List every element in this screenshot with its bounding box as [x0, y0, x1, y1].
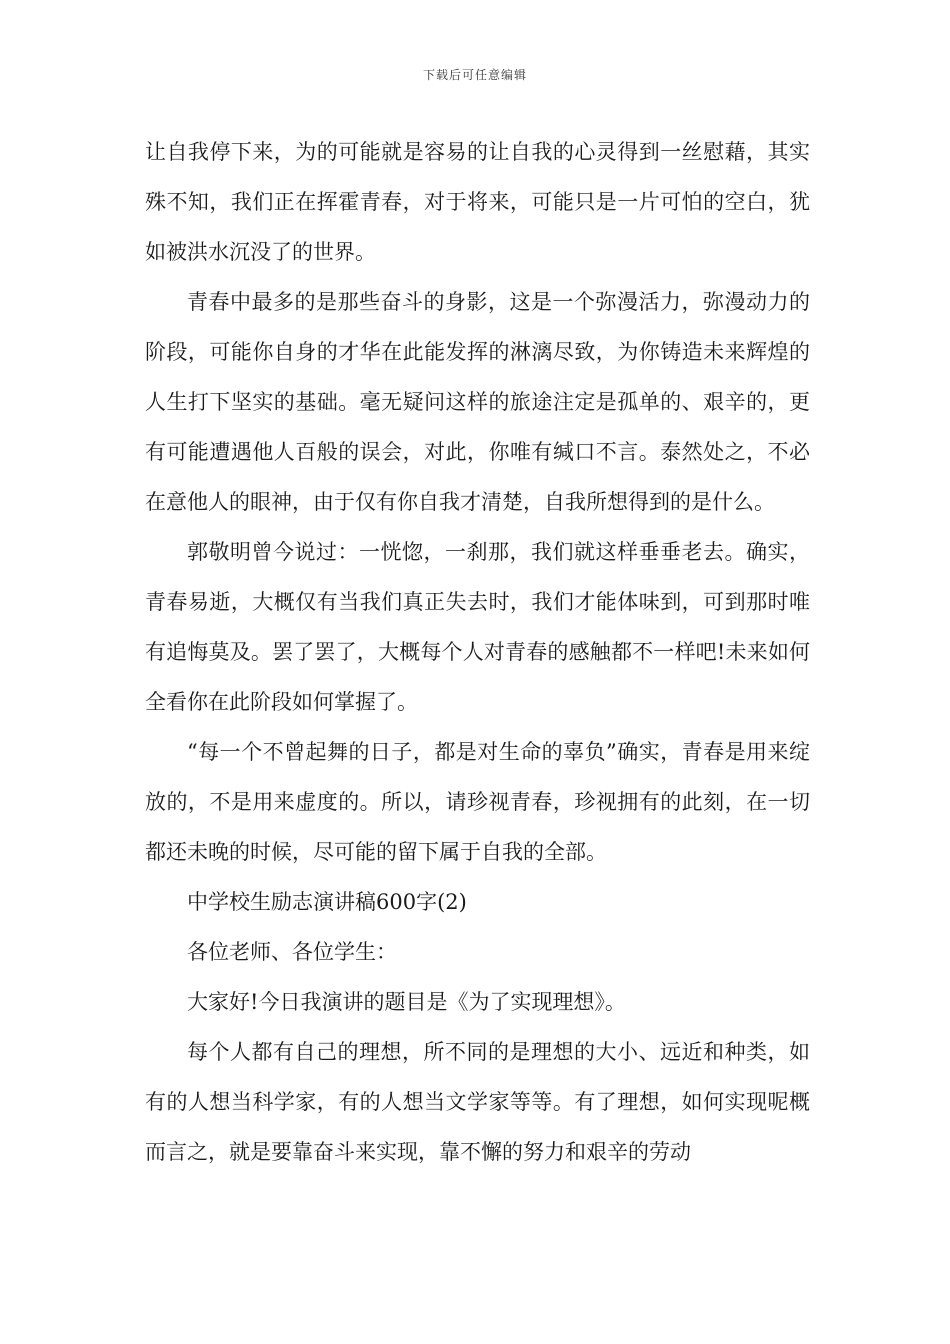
paragraph-4: “每一个不曾起舞的日子，都是对生命的辜负”确实，青春是用来绽放的，不是用来虚度的。所以，请珍视青春，珍视拥有的此刻，在一切都还未晚的时候，尽可能的留下属于自我的全部。	[145, 740, 810, 864]
opening-line: 大家好!今日我演讲的题目是《为了实现理想》。	[187, 990, 626, 1014]
paragraph-8: 每个人都有自己的理想，所不同的是理想的大小、远近和种类，如有的人想当科学家，有的人想当文学家等等。有了理想，如何实现呢概而言之，就是要靠奋斗来实现，靠不懈的努力和艰辛的劳动	[145, 1040, 810, 1164]
paragraph-1: 让自我停下来，为的可能就是容易的让自我的心灵得到一丝慰藉，其实殊不知，我们正在挥霍青春，对于将来，可能只是一片可怕的空白，犹如被洪水沉没了的世界。	[145, 140, 810, 264]
document-body	[145, 127, 810, 1177]
salutation: 各位老师、各位学生：	[187, 940, 397, 964]
paragraph-2: 青春中最多的是那些奋斗的身影，这是一个弥漫活力，弥漫动力的阶段，可能你自身的才华在此能发挥的淋漓尽致，为你铸造未来辉煌的人生打下坚实的基础。毫无疑问这样的旅途注定是孤单的、艰辛的，更有可能遭遇他人百般的误会，对此，你唯有缄口不言。泰然处之，不必在意他人的眼神，由于仅有你自我才清楚，自我所想得到的是什么。	[145, 290, 810, 514]
section-title: 中学校生励志演讲稿600字(2)	[187, 890, 467, 914]
paragraph-3: 郭敬明曾今说过：一恍惚，一刹那，我们就这样垂垂老去。确实，青春易逝，大概仅有当我们真正失去时，我们才能体味到，可到那时唯有追悔莫及。罢了罢了，大概每个人对青春的感触都不一样吧!未来如何全看你在此阶段如何掌握了。	[145, 540, 810, 714]
page-header-note: 下载后可任意编辑	[422, 68, 527, 82]
